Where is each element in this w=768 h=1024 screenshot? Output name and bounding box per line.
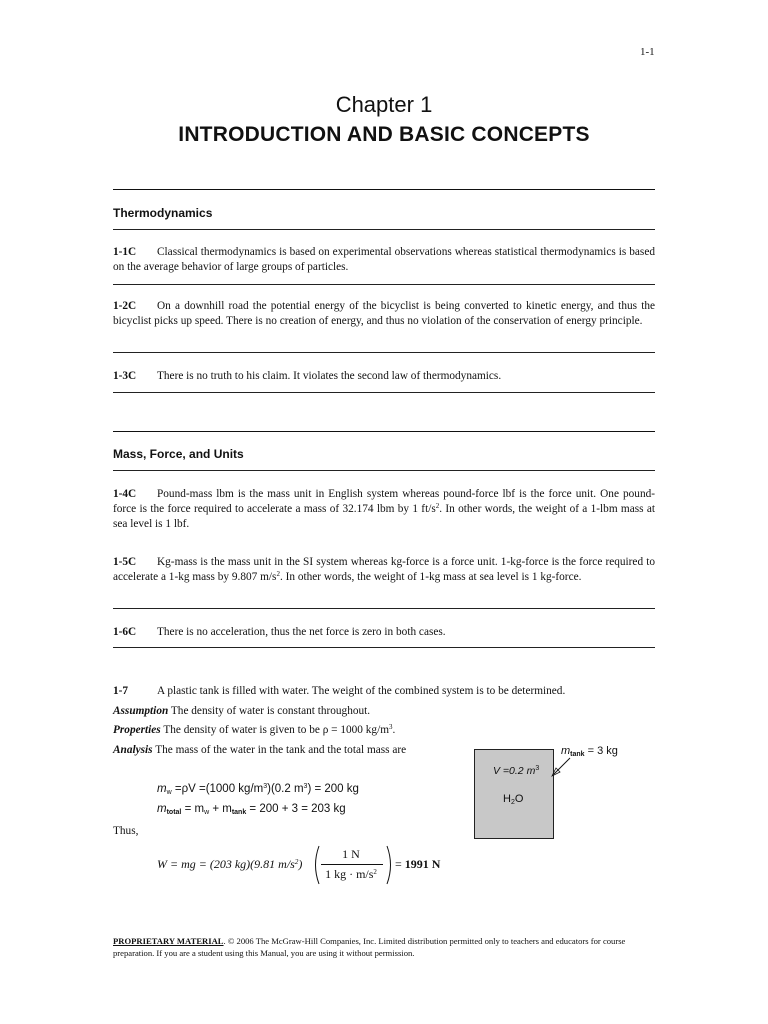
properties-label: Properties [113,724,161,736]
eq-text: + m [209,803,232,815]
eq-result: = 1991 N [395,857,441,871]
fraction-bar [321,864,383,865]
assumption-text: The density of water is constant throughout. [170,705,371,717]
eq-text: )(0.2 m [267,783,304,795]
problem-text: A plastic tank is filled with water. The weight of the combined system is to be determined. [157,685,566,697]
subscript: tank [570,751,585,758]
page-number: 1-1 [640,46,655,58]
problem-text: Kg-mass is the mass unit in the SI system whereas kg-force is a force unit. 1-kg-force is the force required to accelerate a 1-kg mass by 9.807 m/s [113,556,655,583]
properties-end: . [392,724,396,736]
problem-text: . In other words, the weight of a 1-lbm mass at sea level is 1 lbf. [113,503,655,530]
superscript: 3 [263,783,268,790]
eq-lhs: W = mg = (203 kg)(9.81 $m/s^2$) [157,857,303,871]
problem-1-2c [113,299,655,329]
superscript: 3 [389,723,393,731]
equation-water-mass [157,783,359,795]
footer-text: . © 2006 The McGraw-Hill Companies, Inc. Limited distribution permitted only to teachers and educators for course preparation. If you are a student using this Manual, you are using it without permission. [113,936,626,958]
divider [113,608,655,609]
assumption-line [113,704,655,719]
subscript: w [204,809,210,816]
problem-id: 1-3C [113,370,137,382]
divider [113,431,655,432]
volume-text: V =0.2 m [493,765,536,777]
problem-1-7 [113,684,655,699]
tank-substance-label [503,793,523,805]
problem-id: 1-1C [113,246,137,258]
problem-id: 1-6C [113,626,137,638]
mass-value: = 3 kg [584,745,618,757]
problem-text: Classical thermodynamics is based on experimental observations whereas statistical thermodynamics is based on the average behavior of large groups of particles. [113,246,655,273]
problem-1-3c [113,369,655,384]
fraction-numerator: 1 N [342,847,360,861]
problem-id: 1-4C [113,488,137,500]
problem-1-1c [113,245,655,275]
eq-text: = m [181,803,205,815]
subscript: w [166,789,172,796]
superscript: 3 [303,783,308,790]
problem-text: There is no acceleration, thus the net force is zero in both cases. [157,626,446,638]
chapter-label: Chapter 1 [335,92,433,117]
divider [113,352,655,353]
substance-text: H [503,793,511,805]
assumption-label: Assumption [113,705,169,717]
analysis-text: The mass of the water in the tank and the total mass are [155,744,407,756]
problem-id: 1-2C [113,300,137,312]
problem-id: 1-5C [113,556,137,568]
right-paren-icon [385,845,395,885]
thus-text: Thus, [113,825,139,837]
section-heading-thermodynamics: Thermodynamics [113,206,213,220]
fraction-denominator: 1 kg · $m/s^2$ [325,867,377,881]
result-value: 1991 N [404,857,441,871]
subscript: 2 [510,799,515,806]
eq-symbol: m [157,783,167,795]
eq-symbol: m [157,803,167,815]
superscript: 2 [435,502,440,510]
superscript: 3 [535,765,540,772]
problem-1-6c [113,625,655,640]
superscript: 2 [276,570,280,578]
subscript: total [166,809,182,816]
problem-1-5c [113,555,655,585]
divider [113,647,655,648]
divider [113,470,655,471]
pointer-arrow-icon [550,756,572,778]
problem-text: There is no truth to his claim. It violates the second law of thermodynamics. [157,370,502,382]
properties-text: The density of water is given to be ρ = 1000 kg/m [163,724,389,736]
eq-text: =ρV =(1000 kg/m [171,783,264,795]
subscript: tank [231,809,247,816]
divider [113,229,655,230]
chapter-title: INTRODUCTION AND BASIC CONCEPTS [178,123,590,146]
divider [113,284,655,285]
mass-symbol: m [561,745,571,757]
superscript: 2 [373,868,377,876]
eq-text: ) = 200 kg [307,783,359,795]
section-heading-mass-force-units: Mass, Force, and Units [113,447,244,461]
eq-text: = 200 + 3 = 203 kg [246,803,346,815]
problem-text: Pound-mass lbm is the mass unit in English system whereas pound-force lbf is the force unit. One pound-force is the force required to accelerate a mass of 32.174 lbm by 1 ft/s [113,488,655,515]
problem-text: . In other words, the weight of 1-kg mass at sea level is 1 kg-force. [279,571,582,583]
properties-line [113,723,655,738]
proprietary-footer [113,935,655,959]
analysis-label: Analysis [113,744,153,756]
substance-end: O [514,793,524,805]
tank-volume-label [493,765,539,777]
divider [113,189,655,190]
problem-id: 1-7 [113,685,129,697]
equation-total-mass [157,803,346,815]
problem-1-4c [113,487,655,532]
problem-text: On a downhill road the potential energy of the bicyclist is being converted to kinetic energy, and thus the bicyclist picks up speed. There is no creation of energy, and thus no violation of the conservation of energy principle. [113,300,655,327]
footer-label: PROPRIETARY MATERIAL [113,936,224,946]
divider [113,392,655,393]
superscript: 2 [294,858,299,866]
analysis-line [113,743,453,758]
